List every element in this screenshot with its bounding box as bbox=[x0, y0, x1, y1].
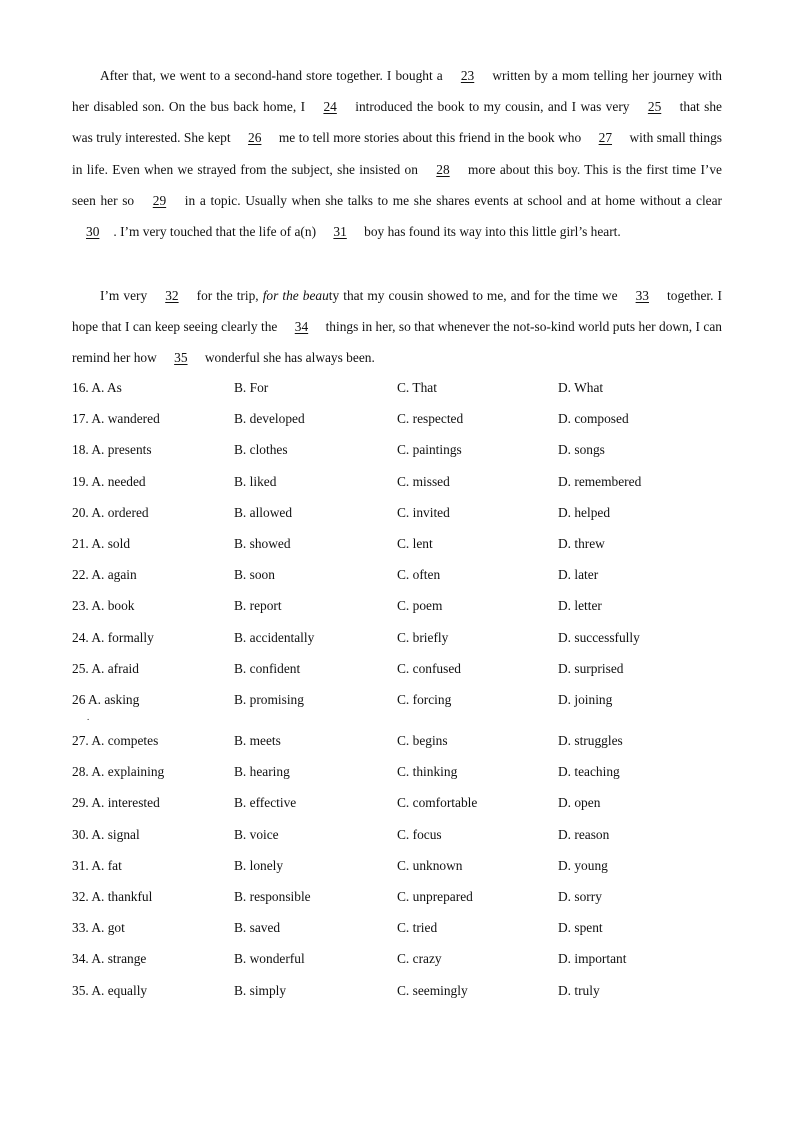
passage-paragraph-2: I’m very 32 for the trip, for the beauty that my cousin showed to me, and for the time we 33 together. I hope that I can keep seeing clearly the 34 things in her, so that whenever the not-so-kind world puts her down, I can remind her how 35 wonderful she has always been. bbox=[72, 280, 722, 374]
option-d: D. later bbox=[558, 567, 599, 583]
option-a: 23. A. book bbox=[72, 598, 135, 614]
option-a: 25. A. afraid bbox=[72, 660, 139, 676]
blank-34: 34 bbox=[294, 319, 309, 335]
option-d: D. remembered bbox=[558, 473, 642, 489]
question-row-23 bbox=[72, 590, 732, 621]
question-row-18 bbox=[72, 434, 732, 465]
option-d: D. composed bbox=[558, 411, 629, 427]
option-b: B. For bbox=[234, 380, 269, 395]
option-b: B. promising bbox=[234, 691, 304, 707]
option-c: C. forcing bbox=[397, 691, 452, 707]
question-row-21 bbox=[72, 528, 732, 559]
option-c: C. thinking bbox=[397, 764, 458, 780]
blank-25: 25 bbox=[647, 99, 662, 115]
question-row-33 bbox=[72, 912, 732, 943]
option-a: 30. A. signal bbox=[72, 826, 140, 842]
option-c: C. often bbox=[397, 567, 441, 583]
option-a: 26 A. asking bbox=[72, 691, 140, 707]
option-b: B. soon bbox=[234, 567, 275, 583]
option-b: B. showed bbox=[234, 535, 291, 551]
option-d: D. important bbox=[558, 951, 627, 967]
option-b: B. accidentally bbox=[234, 629, 315, 645]
option-b: B. voice bbox=[234, 826, 279, 842]
blank-23: 23 bbox=[460, 68, 475, 83]
option-c: C. missed bbox=[397, 473, 450, 489]
option-a: 27. A. competes bbox=[72, 733, 159, 749]
option-b: B. wonderful bbox=[234, 951, 305, 967]
blank-30: 30 bbox=[86, 224, 100, 240]
question-row-17 bbox=[72, 403, 732, 434]
question-row-34 bbox=[72, 943, 732, 974]
option-a: 29. A. interested bbox=[72, 795, 160, 811]
option-c: C. tried bbox=[397, 920, 438, 936]
blank-26: 26 bbox=[248, 130, 262, 146]
option-a: 34. A. strange bbox=[72, 951, 147, 967]
option-d: D. successfully bbox=[558, 629, 640, 645]
option-a: 20. A. ordered bbox=[72, 504, 149, 520]
option-c: C. crazy bbox=[397, 951, 442, 967]
question-row-28 bbox=[72, 756, 732, 787]
question-row-26 bbox=[72, 684, 732, 722]
blank-24: 24 bbox=[323, 99, 337, 115]
question-row-30 bbox=[72, 819, 732, 850]
option-a: 31. A. fat bbox=[72, 857, 122, 873]
option-a: 24. A. formally bbox=[72, 629, 154, 645]
option-a: 19. A. needed bbox=[72, 473, 146, 489]
answer-options-list bbox=[72, 372, 732, 1006]
option-b: B. saved bbox=[234, 920, 281, 936]
question-row-24 bbox=[72, 622, 732, 653]
option-c: C. confused bbox=[397, 660, 461, 676]
stray-dot-mark: . bbox=[87, 711, 90, 722]
question-row-32 bbox=[72, 881, 732, 912]
blank-28: 28 bbox=[436, 161, 450, 177]
option-c: C. briefly bbox=[397, 629, 449, 645]
question-row-25 bbox=[72, 653, 732, 684]
option-b: B. responsible bbox=[234, 889, 311, 904]
option-c: C. That bbox=[397, 380, 437, 395]
option-d: D. struggles bbox=[558, 733, 623, 749]
blank-33: 33 bbox=[635, 288, 649, 303]
option-d: D. What bbox=[558, 380, 604, 395]
option-c: C. seemingly bbox=[397, 982, 468, 998]
blank-27: 27 bbox=[598, 130, 613, 146]
option-b: B. clothes bbox=[234, 442, 288, 458]
blank-32: 32 bbox=[165, 288, 179, 303]
option-a: 32. A. thankful bbox=[72, 889, 153, 904]
blank-35: 35 bbox=[174, 350, 188, 366]
blank-31: 31 bbox=[333, 224, 347, 240]
question-row-19 bbox=[72, 466, 732, 497]
option-d: D. threw bbox=[558, 535, 605, 551]
option-d: D. surprised bbox=[558, 660, 624, 676]
option-d: D. letter bbox=[558, 598, 602, 614]
passage-paragraph-1: After that, we went to a second-hand store together. I bought a 23 written by a mom telling her journey with her disabled son. On the bus back home, I 24 introduced the book to my cousin, and I was very 25 that she was truly interested. She kept 26 me to tell more stories about this friend in the book who 27 with small things in life. Even when we strayed from the subject, she insisted on 28 more about this boy. This is the first time I’ve seen her so 29 in a topic. Usually when she talks to me she shares events at school and at home without a clear 30 . I’m very touched that the life of a(n) 31 boy has found its way into this little girl’s heart. bbox=[72, 60, 722, 247]
option-a: 16. A. As bbox=[72, 380, 122, 395]
option-b: B. developed bbox=[234, 411, 305, 427]
option-a: 33. A. got bbox=[72, 920, 125, 936]
option-a: 22. A. again bbox=[72, 567, 137, 583]
option-c: C. begins bbox=[397, 733, 448, 749]
option-d: D. spent bbox=[558, 920, 603, 936]
option-a: 28. A. explaining bbox=[72, 764, 165, 780]
option-d: D. helped bbox=[558, 504, 611, 520]
option-b: B. lonely bbox=[234, 857, 284, 873]
option-c: C. paintings bbox=[397, 442, 462, 458]
question-row-29 bbox=[72, 787, 732, 818]
option-b: B. simply bbox=[234, 982, 287, 998]
option-d: D. sorry bbox=[558, 889, 602, 904]
option-d: D. open bbox=[558, 795, 601, 811]
blank-29: 29 bbox=[152, 192, 167, 208]
option-c: C. respected bbox=[397, 411, 464, 427]
option-d: D. truly bbox=[558, 982, 600, 998]
option-c: C. poem bbox=[397, 598, 443, 614]
option-c: C. unprepared bbox=[397, 889, 473, 904]
option-d: D. reason bbox=[558, 826, 610, 842]
option-c: C. lent bbox=[397, 535, 433, 551]
option-b: B. meets bbox=[234, 733, 281, 749]
option-b: B. report bbox=[234, 598, 282, 614]
option-b: B. confident bbox=[234, 660, 301, 676]
option-b: B. liked bbox=[234, 473, 277, 489]
option-d: D. teaching bbox=[558, 764, 620, 780]
option-c: C. unknown bbox=[397, 857, 463, 873]
option-c: C. invited bbox=[397, 504, 450, 520]
question-row-31 bbox=[72, 850, 732, 881]
question-row-22 bbox=[72, 559, 732, 590]
option-c: C. comfortable bbox=[397, 795, 478, 811]
question-row-16 bbox=[72, 372, 732, 403]
option-b: B. allowed bbox=[234, 504, 293, 520]
option-d: D. young bbox=[558, 857, 608, 873]
option-a: 17. A. wandered bbox=[72, 411, 160, 427]
option-b: B. effective bbox=[234, 795, 297, 811]
option-d: D. songs bbox=[558, 442, 605, 458]
question-row-27 bbox=[72, 725, 732, 756]
option-a: 21. A. sold bbox=[72, 535, 131, 551]
option-b: B. hearing bbox=[234, 764, 290, 780]
option-c: C. focus bbox=[397, 826, 442, 842]
question-row-35 bbox=[72, 975, 732, 1006]
option-d: D. joining bbox=[558, 691, 613, 707]
question-row-20 bbox=[72, 497, 732, 528]
option-a: 35. A. equally bbox=[72, 982, 148, 998]
italic-fragment: for the beau bbox=[262, 288, 329, 303]
option-a: 18. A. presents bbox=[72, 442, 152, 458]
